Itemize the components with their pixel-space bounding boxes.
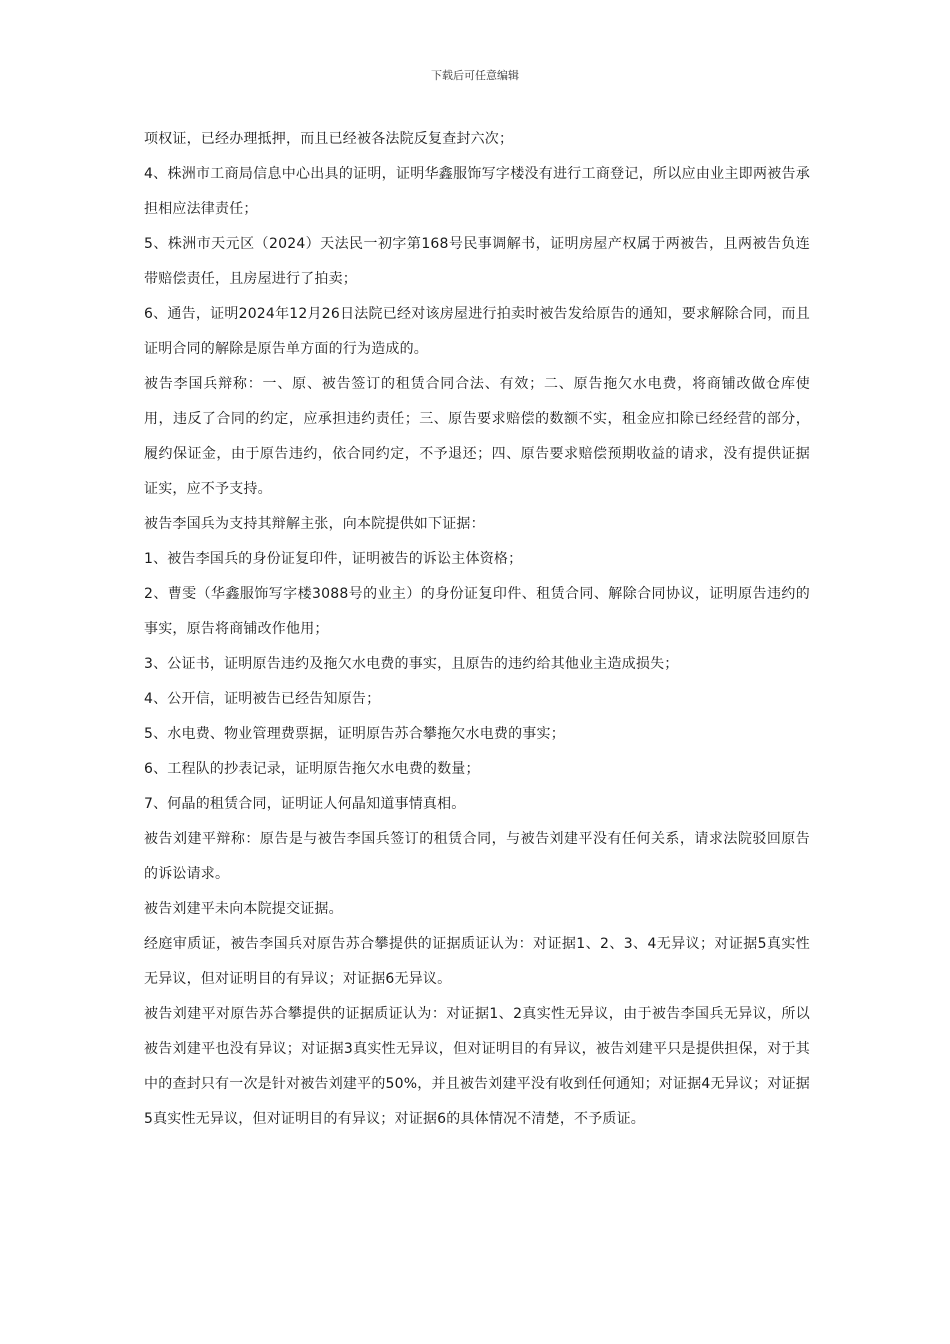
paragraph-10: 4、公开信，证明被告已经告知原告； xyxy=(144,691,381,707)
paragraph-11: 5、水电费、物业管理费票据，证明原告苏合攀拖欠水电费的事实； xyxy=(144,726,565,742)
paragraph-5: 被告李国兵辩称：一、原、被告签订的租赁合同合法、有效；二、原告拖欠水电费，将商铺改做仓库使用，违反了合同的约定，应承担违约责任；三、原告要求赔偿的数额不实，租金应扣除已经经营的部分，履约保证金，由于原告违约，依合同约定，不予退还；四、原告要求赔偿预期收益的请求，没有提供证据证实，应不予支持。 xyxy=(144,376,810,497)
paragraph-12: 6、工程队的抄表记录，证明原告拖欠水电费的数量； xyxy=(144,761,480,777)
paragraph-15: 被告刘建平未向本院提交证据。 xyxy=(144,901,343,917)
paragraph-17: 被告刘建平对原告苏合攀提供的证据质证认为：对证据1、2真实性无异议，由于被告李国兵无异议，所以被告刘建平也没有异议；对证据3真实性无异议，但对证明目的有异议，被告刘建平只是提供担保，对于其中的查封只有一次是针对被告刘建平的50%，并且被告刘建平没有收到任何通知；对证据4无异议；对证据5真实性无异议，但对证明目的有异议；对证据6的具体情况不清楚，不予质证。 xyxy=(144,1006,810,1127)
page-header-note: 下载后可任意编辑 xyxy=(431,69,519,82)
paragraph-16: 经庭审质证，被告李国兵对原告苏合攀提供的证据质证认为：对证据1、2、3、4无异议；对证据5真实性无异议，但对证明目的有异议；对证据6无异议。 xyxy=(144,936,810,987)
paragraph-8: 2、曹雯（华鑫服饰写字楼3088号的业主）的身份证复印件、租赁合同、解除合同协议，证明原告违约的事实，原告将商铺改作他用； xyxy=(144,586,810,637)
paragraph-1: 项权证，已经办理抵押，而且已经被各法院反复查封六次； xyxy=(144,131,514,147)
paragraph-3: 5、株洲市天元区（2024）天法民一初字第168号民事调解书，证明房屋产权属于两被告，且两被告负连带赔偿责任，且房屋进行了拍卖； xyxy=(144,236,810,287)
paragraph-4: 6、通告，证明2024年12月26日法院已经对该房屋进行拍卖时被告发给原告的通知，要求解除合同，而且证明合同的解除是原告单方面的行为造成的。 xyxy=(144,306,810,357)
paragraph-2: 4、株洲市工商局信息中心出具的证明，证明华鑫服饰写字楼没有进行工商登记，所以应由业主即两被告承担相应法律责任； xyxy=(144,166,810,217)
paragraph-9: 3、公证书，证明原告违约及拖欠水电费的事实，且原告的违约给其他业主造成损失； xyxy=(144,656,679,672)
paragraph-13: 7、何晶的租赁合同，证明证人何晶知道事情真相。 xyxy=(144,796,466,812)
paragraph-14: 被告刘建平辩称：原告是与被告李国兵签订的租赁合同，与被告刘建平没有任何关系，请求法院驳回原告的诉讼请求。 xyxy=(144,831,810,882)
document-body xyxy=(144,122,810,1137)
paragraph-7: 1、被告李国兵的身份证复印件，证明被告的诉讼主体资格； xyxy=(144,551,523,567)
paragraph-6: 被告李国兵为支持其辩解主张，向本院提供如下证据： xyxy=(144,516,485,532)
